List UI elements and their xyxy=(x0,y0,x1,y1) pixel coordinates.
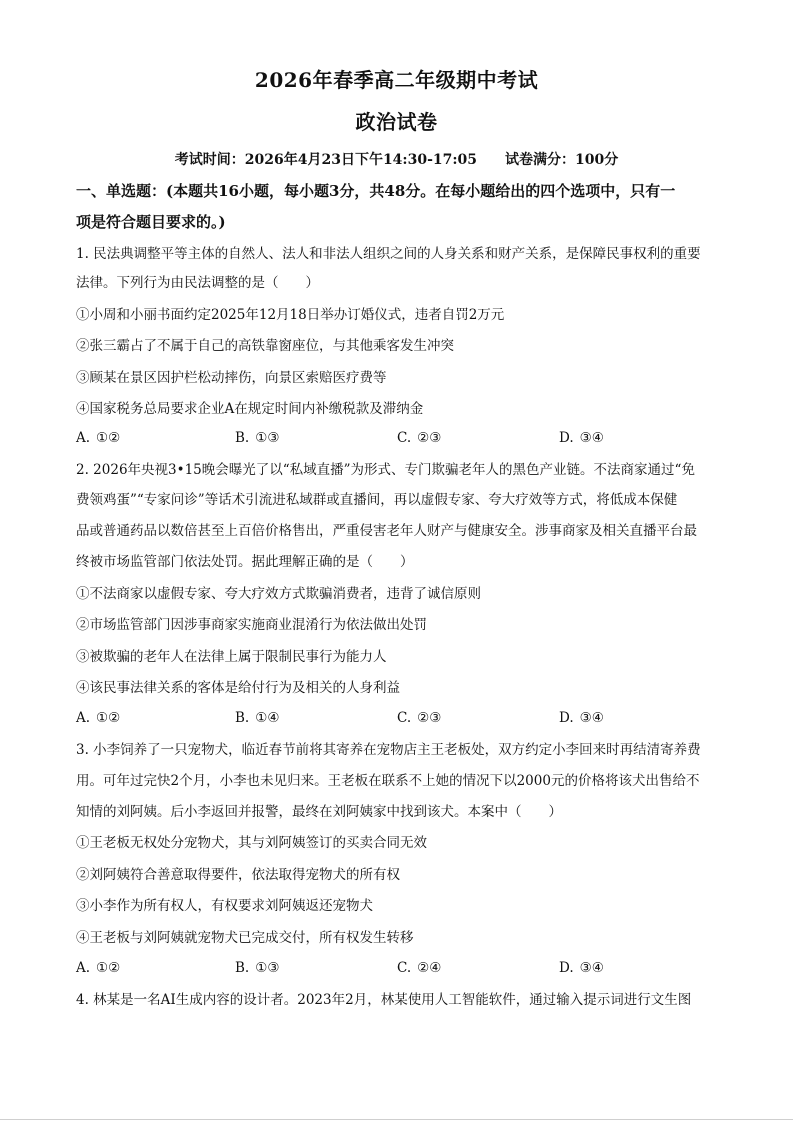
question-3-option-b: B. ①③ xyxy=(235,960,280,976)
question-1-stem: 法律。下列行为由民法调整的是（ ） xyxy=(76,275,319,291)
question-3-statement: ③小李作为所有权人，有权要求刘阿姨返还宠物犬 xyxy=(76,898,373,914)
question-1-stem: 1. 民法典调整平等主体的自然人、法人和非法人组织之间的人身关系和财产关系，是保障民事权利的重要 xyxy=(76,246,701,262)
question-1-statement: ③顾某在景区因护栏松动摔伤，向景区索赔医疗费等 xyxy=(76,370,387,386)
section-heading-line: 一、单选题：(本题共16小题，每小题3分，共48分。在每小题给出的四个选项中，只有一 xyxy=(76,182,676,200)
question-2-statement: ④该民事法律关系的客体是给付行为及相关的人身利益 xyxy=(76,680,400,696)
question-2-stem: 费领鸡蛋”“专家问诊”等话术引流进私域群或直播间，再以虚假专家、夸大疗效等方式，将低成本保健 xyxy=(76,492,678,508)
question-2-statement: ①不法商家以虚假专家、夸大疗效方式欺骗消费者，违背了诚信原则 xyxy=(76,586,481,602)
question-3-option-d: D. ③④ xyxy=(559,960,604,976)
question-3-statement: ①王老板无权处分宠物犬，其与刘阿姨签订的买卖合同无效 xyxy=(76,835,427,851)
question-1-option-c: C. ②③ xyxy=(397,430,442,446)
question-1-statement: ④国家税务总局要求企业A在规定时间内补缴税款及滞纳金 xyxy=(76,401,424,417)
question-2-option-d: D. ③④ xyxy=(559,710,604,726)
question-2-option-b: B. ①④ xyxy=(235,710,280,726)
exam-subject: 政治试卷 xyxy=(355,110,438,134)
question-3-statement: ②刘阿姨符合善意取得要件，依法取得宠物犬的所有权 xyxy=(76,867,400,883)
full-score: 试卷满分：100分 xyxy=(505,152,619,168)
question-3-stem: 知情的刘阿姨。后小李返回并报警，最终在刘阿姨家中找到该犬。本案中（ ） xyxy=(76,804,562,820)
question-3-option-a: A. ①② xyxy=(76,960,121,976)
question-1-option-d: D. ③④ xyxy=(559,430,604,446)
question-1-option-b: B. ①③ xyxy=(235,430,280,446)
exam-time: 考试时间：2026年4月23日下午14:30-17:05 xyxy=(174,152,478,168)
section-heading xyxy=(76,176,736,238)
question-2-stem: 2. 2026年央视3•15晚会曝光了以“私域直播”为形式、专门欺骗老年人的黑色产业链。不法商家通过“免 xyxy=(76,462,695,478)
question-2-statement: ③被欺骗的老年人在法律上属于限制民事行为能力人 xyxy=(76,649,387,665)
question-2-stem: 终被市场监管部门依法处罚。据此理解正确的是（ ） xyxy=(76,554,414,570)
question-2-statement: ②市场监管部门因涉事商家实施商业混淆行为依法做出处罚 xyxy=(76,617,427,633)
exam-meta xyxy=(0,149,793,169)
question-1-statement: ①小周和小丽书面约定2025年12月18日举办订婚仪式，违者自罚2万元 xyxy=(76,307,505,323)
question-2-option-a: A. ①② xyxy=(76,710,121,726)
question-3-stem: 3. 小李饲养了一只宠物犬，临近春节前将其寄养在宠物店主王老板处，双方约定小李回来时再结清寄养费 xyxy=(76,742,701,758)
section-heading-line: 项是符合题目要求的。) xyxy=(76,213,226,231)
question-2-option-c: C. ②③ xyxy=(397,710,442,726)
question-3-option-c: C. ②④ xyxy=(397,960,442,976)
question-1-statement: ②张三霸占了不属于自己的高铁靠窗座位，与其他乘客发生冲突 xyxy=(76,338,454,354)
question-3-stem: 用。可年过完快2个月，小李也未见归来。王老板在联系不上她的情况下以2000元的价格将该犬出售给不 xyxy=(76,773,700,789)
page-bottom-rule xyxy=(0,1119,793,1120)
question-2-stem: 品或普通药品以数倍甚至上百倍价格售出，严重侵害老年人财产与健康安全。涉事商家及相关直播平台最 xyxy=(76,523,697,539)
question-3-statement: ④王老板与刘阿姨就宠物犬已完成交付，所有权发生转移 xyxy=(76,930,414,946)
question-1-option-a: A. ①② xyxy=(76,430,121,446)
question-4-stem: 4. 林某是一名AI生成内容的设计者。2023年2月，林某使用人工智能软件，通过输入提示词进行文生图 xyxy=(76,992,692,1008)
exam-title: 2026年春季高二年级期中考试 xyxy=(254,68,539,92)
